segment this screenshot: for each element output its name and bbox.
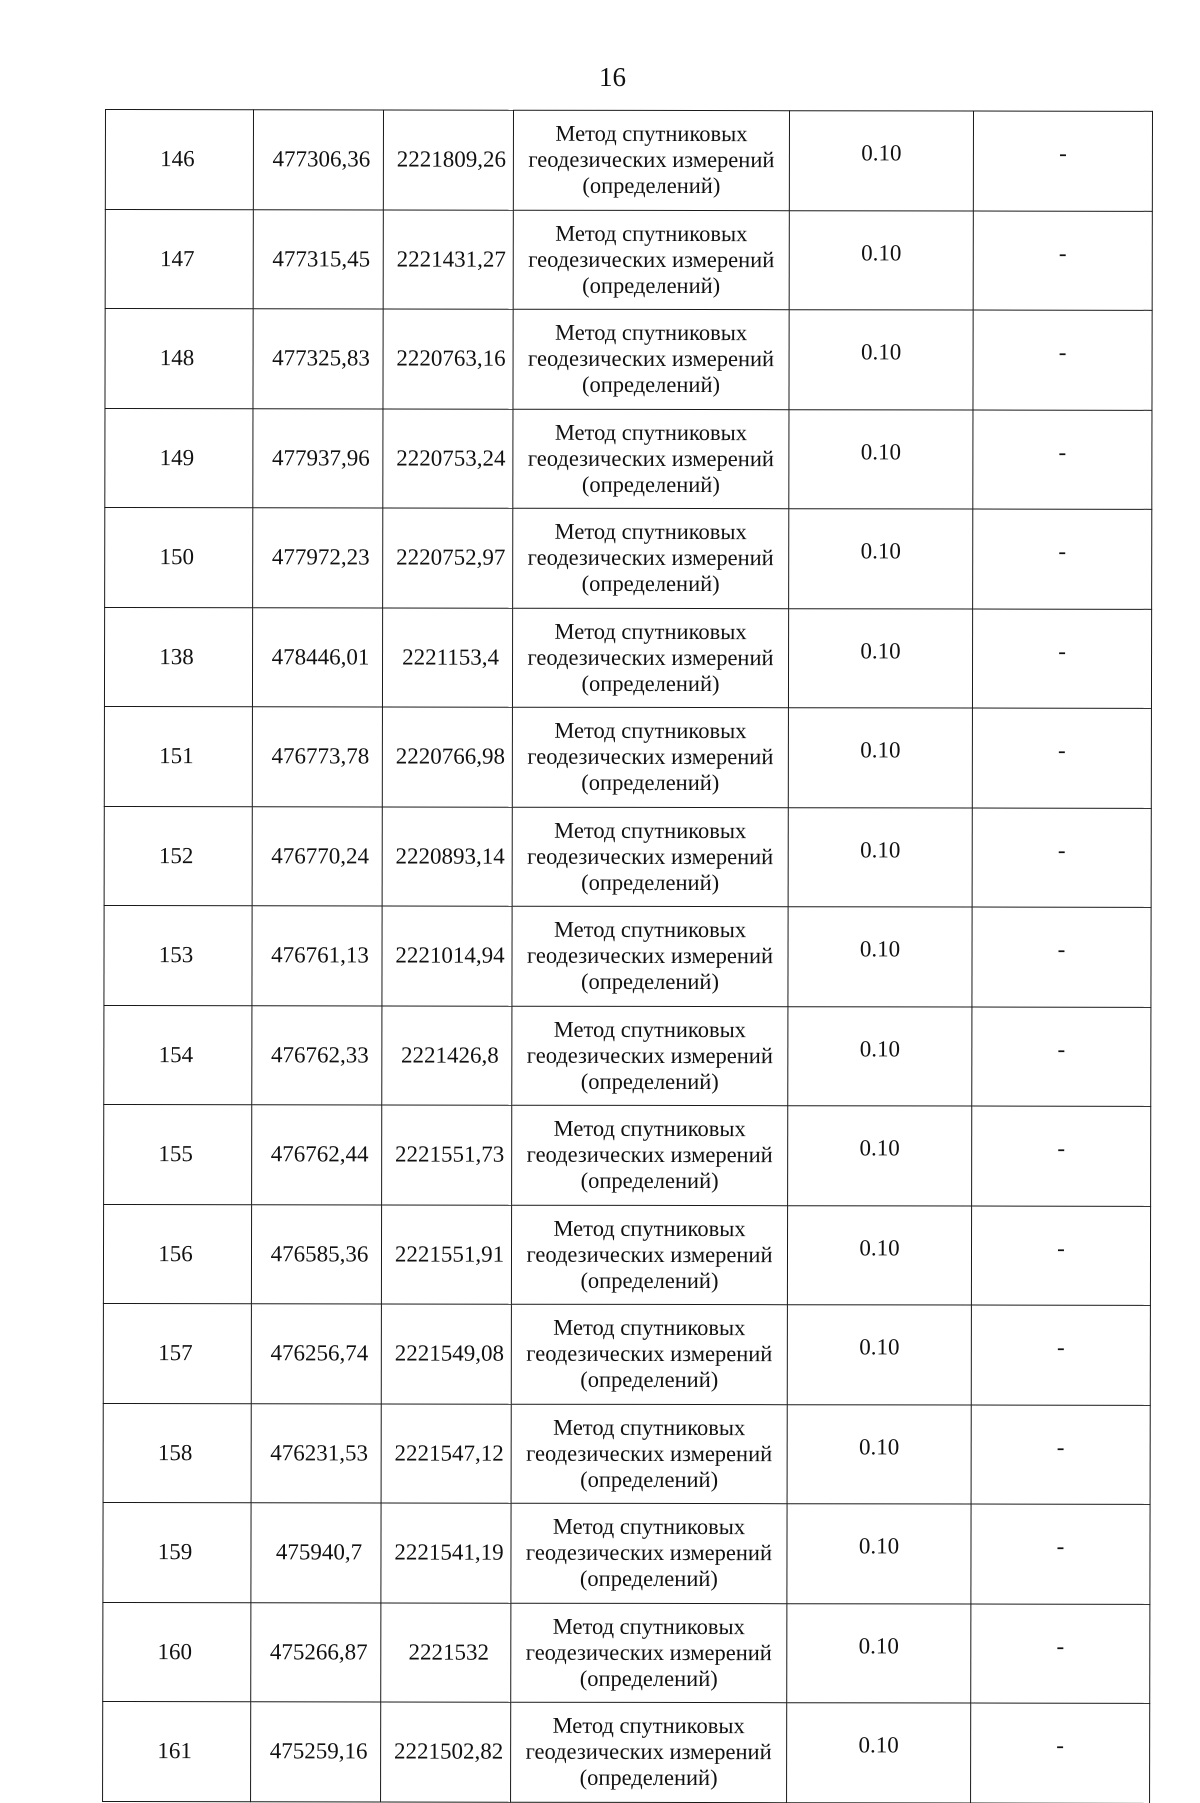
x-coordinate-cell: 476770,24 (252, 806, 382, 906)
point-number-cell: 146 (105, 110, 253, 210)
x-coordinate-cell: 476761,13 (252, 906, 382, 1006)
table-row (103, 1602, 1150, 1703)
method-cell (513, 409, 789, 509)
point-number-cell: 157 (103, 1303, 251, 1403)
table-row (103, 1204, 1150, 1305)
method-text-line: геодезических измерений (527, 445, 774, 471)
precision-cell: 0.10 (788, 907, 972, 1007)
method-cell (513, 508, 789, 608)
method-text-line: Метод спутниковых (555, 121, 748, 147)
method-text-line: (определений) (580, 1367, 719, 1393)
precision-cell: 0.10 (787, 1603, 971, 1703)
note-cell: - (971, 1206, 1150, 1306)
method-text-line: геодезических измерений (525, 1738, 772, 1765)
point-number-cell: 161 (103, 1701, 251, 1801)
method-cell (512, 707, 788, 807)
precision-cell: 0.10 (789, 409, 973, 509)
x-coordinate-cell: 476762,33 (252, 1005, 382, 1105)
method-text-line: (определений) (581, 670, 720, 696)
method-cell (512, 807, 788, 907)
note-cell: - (973, 111, 1152, 211)
method-text-line: (определений) (582, 173, 721, 199)
y-coordinate-cell: 2220763,16 (383, 309, 513, 409)
method-text-line: геодезических измерений (527, 743, 774, 770)
table-body (103, 110, 1153, 1803)
point-number-cell: 149 (105, 408, 253, 508)
table-row (105, 110, 1152, 211)
method-text-line: геодезических измерений (527, 544, 774, 571)
table-row (104, 706, 1151, 807)
precision-cell: 0.10 (788, 1006, 972, 1106)
method-text-line: геодезических измерений (528, 345, 775, 372)
method-text-line: Метод спутниковых (553, 1414, 746, 1440)
method-text-line: Метод спутниковых (554, 419, 748, 445)
method-cell (512, 1105, 788, 1205)
table-row (104, 1005, 1151, 1106)
table-row (103, 1502, 1150, 1603)
page-number: 16 (599, 62, 626, 92)
method-text-line: геодезических измерений (527, 843, 774, 869)
point-number-cell: 153 (104, 905, 252, 1005)
point-number-cell: 148 (105, 309, 253, 409)
y-coordinate-cell: 2221547,12 (381, 1403, 511, 1503)
x-coordinate-cell: 475259,16 (251, 1702, 381, 1802)
y-coordinate-cell: 2220753,24 (383, 408, 513, 508)
table-row (105, 508, 1152, 609)
method-cell (511, 1205, 787, 1305)
method-text-line: (определений) (580, 1267, 719, 1293)
x-coordinate-cell: 477315,45 (253, 209, 383, 309)
y-coordinate-cell: 2221809,26 (383, 110, 513, 210)
table-row (103, 1303, 1150, 1404)
method-text-line: Метод спутниковых (553, 1215, 746, 1241)
method-text-line: (определений) (580, 1168, 719, 1194)
point-number-cell: 152 (104, 806, 252, 906)
method-text-line: Метод спутниковых (552, 1613, 745, 1639)
precision-cell: 0.10 (787, 1205, 971, 1305)
table-row (105, 408, 1152, 509)
note-cell: - (972, 907, 1151, 1007)
precision-cell: 0.10 (787, 1703, 971, 1803)
method-cell (511, 1503, 787, 1603)
method-text-line: Метод спутниковых (554, 519, 747, 545)
y-coordinate-cell: 2221153,4 (382, 607, 512, 707)
y-coordinate-cell: 2221541,19 (381, 1503, 511, 1603)
note-cell: - (971, 1604, 1150, 1704)
method-text-line: геодезических измерений (525, 1539, 773, 1566)
note-cell: - (972, 609, 1151, 709)
precision-cell: 0.10 (787, 1305, 971, 1405)
point-number-cell: 159 (103, 1502, 251, 1602)
method-text-line: геодезических измерений (526, 1141, 773, 1168)
x-coordinate-cell: 478446,01 (252, 607, 382, 707)
method-cell (512, 906, 788, 1006)
y-coordinate-cell: 2221431,27 (383, 209, 513, 309)
table-row (105, 209, 1152, 310)
x-coordinate-cell: 477306,36 (253, 110, 383, 210)
note-cell: - (972, 1007, 1151, 1107)
point-number-cell: 150 (105, 508, 253, 608)
note-cell: - (971, 1405, 1150, 1505)
method-cell (511, 1702, 787, 1802)
method-text-line: Метод спутниковых (553, 1116, 746, 1142)
x-coordinate-cell: 475266,87 (251, 1602, 381, 1702)
method-text-line: (определений) (581, 372, 721, 398)
method-text-line: геодезических измерений (526, 1241, 773, 1267)
method-text-line: Метод спутниковых (554, 618, 747, 644)
note-cell: - (971, 1703, 1150, 1803)
method-text-line: Метод спутниковых (553, 917, 747, 943)
method-text-line: (определений) (579, 1665, 718, 1691)
point-number-cell: 147 (105, 209, 253, 309)
note-cell: - (972, 1106, 1151, 1206)
table-row (105, 309, 1152, 410)
precision-cell: 0.10 (789, 310, 973, 410)
method-text-line: Метод спутниковых (555, 220, 748, 246)
precision-cell: 0.10 (788, 608, 972, 708)
x-coordinate-cell: 476762,44 (252, 1105, 382, 1205)
table-row (103, 1403, 1150, 1504)
precision-cell: 0.10 (787, 1504, 971, 1604)
method-text-line: геодезических измерений (526, 1440, 773, 1466)
note-cell: - (973, 211, 1152, 311)
x-coordinate-cell: 476231,53 (251, 1403, 381, 1503)
method-cell (513, 110, 789, 210)
method-text-line: (определений) (580, 1068, 719, 1094)
point-number-cell: 154 (104, 1005, 252, 1105)
y-coordinate-cell: 2220752,97 (383, 508, 513, 608)
precision-cell: 0.10 (789, 111, 973, 211)
method-text-line: геодезических измерений (526, 1042, 773, 1068)
method-cell (512, 608, 788, 708)
y-coordinate-cell: 2220893,14 (382, 806, 512, 906)
point-number-cell: 151 (104, 706, 252, 806)
point-number-cell: 156 (103, 1204, 251, 1304)
coordinates-table (102, 109, 1153, 1803)
method-text-line: Метод спутниковых (552, 1514, 746, 1540)
point-number-cell: 138 (104, 607, 252, 707)
method-text-line: геодезических измерений (528, 146, 775, 173)
x-coordinate-cell: 475940,7 (251, 1503, 381, 1603)
method-text-line: (определений) (582, 272, 721, 298)
method-cell (513, 309, 789, 409)
x-coordinate-cell: 476585,36 (251, 1204, 381, 1304)
note-cell: - (971, 1305, 1150, 1405)
method-text-line: геодезических измерений (528, 246, 775, 272)
method-text-line: геодезических измерений (526, 1340, 773, 1367)
note-cell: - (972, 708, 1151, 808)
point-number-cell: 160 (103, 1602, 251, 1702)
y-coordinate-cell: 2221014,94 (382, 906, 512, 1006)
precision-cell: 0.10 (787, 1404, 971, 1504)
method-text-line: Метод спутниковых (553, 1016, 746, 1042)
y-coordinate-cell: 2221426,8 (382, 1005, 512, 1105)
method-text-line: геодезических измерений (525, 1639, 772, 1665)
table-row (104, 1104, 1151, 1205)
method-text-line: (определений) (581, 869, 720, 895)
precision-cell: 0.10 (788, 708, 972, 808)
table-row (104, 905, 1151, 1006)
y-coordinate-cell: 2221549,08 (381, 1304, 511, 1404)
method-text-line: (определений) (579, 1566, 718, 1592)
note-cell: - (972, 808, 1151, 908)
method-text-line: (определений) (579, 1765, 718, 1791)
precision-cell: 0.10 (788, 1106, 972, 1206)
method-cell (511, 1603, 787, 1703)
note-cell: - (971, 1504, 1150, 1604)
x-coordinate-cell: 476773,78 (252, 707, 382, 807)
method-text-line: (определений) (581, 471, 720, 497)
x-coordinate-cell: 477937,96 (253, 408, 383, 508)
point-number-cell: 155 (104, 1104, 252, 1204)
method-cell (511, 1304, 787, 1404)
method-cell (512, 1006, 788, 1106)
precision-cell: 0.10 (789, 210, 973, 310)
point-number-cell: 158 (103, 1403, 251, 1503)
y-coordinate-cell: 2221502,82 (381, 1702, 511, 1802)
x-coordinate-cell: 477972,23 (253, 508, 383, 608)
y-coordinate-cell: 2220766,98 (382, 707, 512, 807)
method-text-line: геодезических измерений (526, 942, 774, 969)
table-row (103, 1701, 1150, 1802)
method-cell (513, 210, 789, 310)
method-text-line: (определений) (580, 969, 719, 995)
method-text-line: геодезических измерений (527, 644, 774, 670)
precision-cell: 0.10 (788, 807, 972, 907)
table-row (104, 607, 1151, 708)
method-text-line: (определений) (581, 571, 720, 597)
note-cell: - (973, 310, 1152, 410)
note-cell: - (973, 410, 1152, 510)
method-text-line: Метод спутниковых (553, 1315, 746, 1341)
method-text-line: Метод спутниковых (552, 1713, 745, 1739)
method-text-line: Метод спутниковых (555, 320, 748, 346)
method-text-line: (определений) (580, 1466, 719, 1492)
table-row (104, 806, 1151, 907)
note-cell: - (973, 509, 1152, 609)
method-text-line: Метод спутниковых (554, 718, 747, 744)
precision-cell: 0.10 (789, 509, 973, 609)
method-cell (511, 1404, 787, 1504)
y-coordinate-cell: 2221551,91 (381, 1204, 511, 1304)
x-coordinate-cell: 476256,74 (251, 1304, 381, 1404)
y-coordinate-cell: 2221532 (381, 1602, 511, 1702)
method-text-line: (определений) (581, 770, 720, 796)
method-text-line: Метод спутниковых (554, 817, 747, 843)
y-coordinate-cell: 2221551,73 (382, 1105, 512, 1205)
x-coordinate-cell: 477325,83 (253, 309, 383, 409)
